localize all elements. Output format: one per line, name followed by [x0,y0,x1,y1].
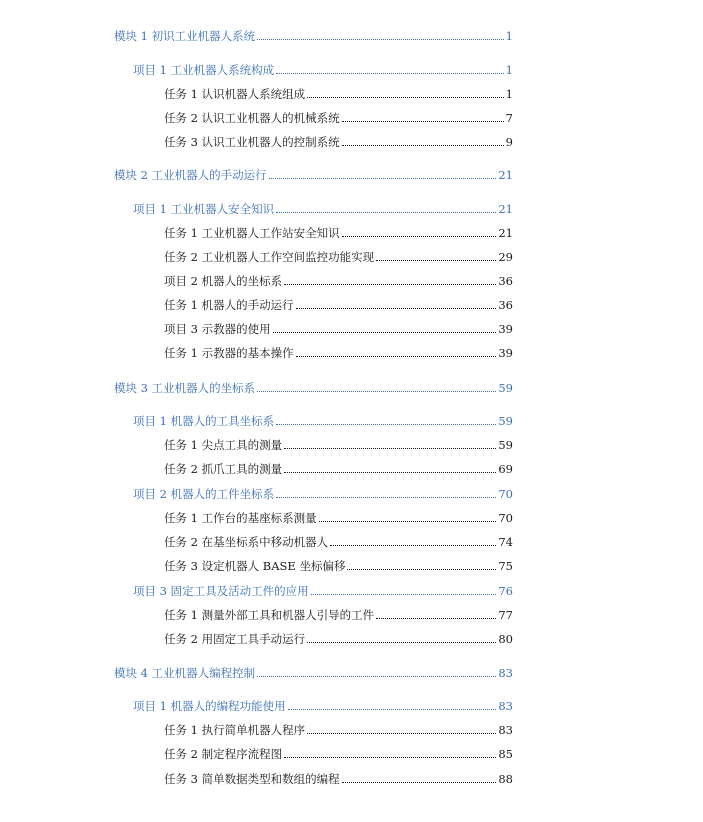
toc-project-entry[interactable] [133,413,513,429]
toc-entry-page-number: 7 [505,111,513,125]
dot-leader [307,97,504,98]
toc-entry-page-number: 36 [498,298,513,312]
toc-entry-page-number: 75 [498,559,513,573]
toc-task-entry[interactable] [164,86,513,102]
dot-leader [311,594,497,595]
toc-task-entry[interactable] [164,771,513,787]
toc-task-entry[interactable] [164,249,513,265]
toc-task-entry[interactable] [164,273,513,289]
toc-entry-title: 项目 1 工业机器人安全知识 [133,202,275,216]
dot-leader [276,424,496,425]
toc-entry-title: 项目 1 机器人的编程功能使用 [133,699,286,713]
toc-task-entry[interactable] [164,321,513,337]
dot-leader [376,260,496,261]
toc-project-entry[interactable] [133,698,513,714]
toc-entry-title: 任务 2 认识工业机器人的机械系统 [164,111,340,125]
toc-module-entry[interactable] [114,28,513,44]
toc-module-entry[interactable] [114,665,513,681]
toc-entry-page-number: 59 [498,381,513,395]
dot-leader [288,709,497,710]
toc-entry-page-number: 39 [498,346,513,360]
toc-entry-page-number: 1 [505,63,513,77]
dot-leader [257,676,496,677]
toc-entry-page-number: 1 [505,87,513,101]
toc-entry-page-number: 29 [498,250,513,264]
toc-entry-title: 任务 1 工作台的基座标系测量 [164,511,317,525]
toc-entry-title: 模块 2 工业机器人的手动运行 [114,168,267,182]
toc-entry-title: 项目 3 示教器的使用 [164,322,271,336]
dot-leader [347,569,496,570]
toc-task-entry[interactable] [164,297,513,313]
toc-entry-title: 任务 2 用固定工具手动运行 [164,632,306,646]
dot-leader [342,145,504,146]
dot-leader [257,39,504,40]
toc-module-entry[interactable] [114,380,513,396]
toc-task-entry[interactable] [164,345,513,361]
dot-leader [276,73,504,74]
toc-entry-page-number: 77 [498,608,513,622]
toc-entry-title: 任务 1 尖点工具的测量 [164,438,283,452]
toc-task-entry[interactable] [164,461,513,477]
toc-entry-page-number: 69 [498,462,513,476]
toc-entry-page-number: 59 [498,438,513,452]
toc-entry-title: 任务 2 制定程序流程图 [164,747,283,761]
toc-task-entry[interactable] [164,437,513,453]
toc-task-entry[interactable] [164,746,513,762]
toc-entry-page-number: 9 [505,135,513,149]
dot-leader [284,757,496,758]
toc-task-entry[interactable] [164,510,513,526]
toc-entry-page-number: 1 [505,29,513,43]
dot-leader [284,472,496,473]
dot-leader [342,782,497,783]
toc-entry-page-number: 70 [498,511,513,525]
dot-leader [276,497,496,498]
toc-entry-title: 模块 4 工业机器人编程控制 [114,666,256,680]
toc-entry-title: 任务 1 工业机器人工作站安全知识 [164,226,340,240]
toc-entry-page-number: 21 [498,168,513,182]
toc-entry-title: 任务 1 认识机器人系统组成 [164,87,306,101]
dot-leader [284,284,496,285]
toc-entry-title: 项目 1 机器人的工具坐标系 [133,414,275,428]
toc-entry-page-number: 74 [498,535,513,549]
dot-leader [273,332,497,333]
dot-leader [307,733,496,734]
toc-entry-title: 任务 2 工业机器人工作空间监控功能实现 [164,250,375,264]
toc-task-entry[interactable] [164,722,513,738]
toc-project-entry[interactable] [133,62,513,78]
toc-entry-page-number: 59 [498,414,513,428]
dot-leader [257,391,496,392]
toc-entry-page-number: 70 [498,487,513,501]
toc-task-entry[interactable] [164,134,513,150]
dot-leader [307,642,496,643]
dot-leader [342,121,504,122]
dot-leader [269,178,497,179]
toc-entry-title: 任务 1 执行简单机器人程序 [164,723,306,737]
toc-entry-title: 任务 3 认识工业机器人的控制系统 [164,135,340,149]
toc-entry-title: 项目 2 机器人的坐标系 [164,274,283,288]
dot-leader [296,308,497,309]
toc-task-entry[interactable] [164,534,513,550]
toc-entry-page-number: 83 [498,666,513,680]
dot-leader [319,521,497,522]
toc-entry-page-number: 76 [498,584,513,598]
toc-entry-title: 任务 1 机器人的手动运行 [164,298,294,312]
toc-entry-title: 项目 2 机器人的工件坐标系 [133,487,275,501]
toc-project-entry[interactable] [133,486,513,502]
toc-entry-page-number: 88 [498,772,513,786]
toc-entry-page-number: 36 [498,274,513,288]
toc-project-entry[interactable] [133,583,513,599]
dot-leader [342,236,497,237]
toc-entry-title: 任务 2 在基坐标系中移动机器人 [164,535,329,549]
toc-project-entry[interactable] [133,201,513,217]
dot-leader [330,545,496,546]
toc-module-entry[interactable] [114,167,513,183]
toc-entry-page-number: 83 [498,723,513,737]
dot-leader [284,448,496,449]
dot-leader [376,618,496,619]
toc-entry-title: 项目 3 固定工具及活动工件的应用 [133,584,309,598]
toc-entry-title: 项目 1 工业机器人系统构成 [133,63,275,77]
toc-entry-title: 任务 2 抓爪工具的测量 [164,462,283,476]
toc-entry-title: 任务 1 示教器的基本操作 [164,346,294,360]
toc-entry-title: 模块 1 初识工业机器人系统 [114,29,256,43]
toc-entry-page-number: 39 [498,322,513,336]
dot-leader [276,212,496,213]
toc-entry-page-number: 83 [498,699,513,713]
toc-entry-page-number: 21 [498,202,513,216]
toc-task-entry[interactable] [164,558,513,574]
toc-task-entry[interactable] [164,225,513,241]
dot-leader [296,356,497,357]
toc-entry-title: 任务 3 设定机器人 BASE 坐标偏移 [164,559,346,573]
toc-task-entry[interactable] [164,607,513,623]
toc-task-entry[interactable] [164,631,513,647]
toc-task-entry[interactable] [164,110,513,126]
toc-entry-title: 模块 3 工业机器人的坐标系 [114,381,256,395]
toc-entry-title: 任务 1 测量外部工具和机器人引导的工件 [164,608,375,622]
toc-entry-page-number: 85 [498,747,513,761]
toc-entry-title: 任务 3 简单数据类型和数组的编程 [164,772,340,786]
toc-entry-page-number: 80 [498,632,513,646]
toc-entry-page-number: 21 [498,226,513,240]
